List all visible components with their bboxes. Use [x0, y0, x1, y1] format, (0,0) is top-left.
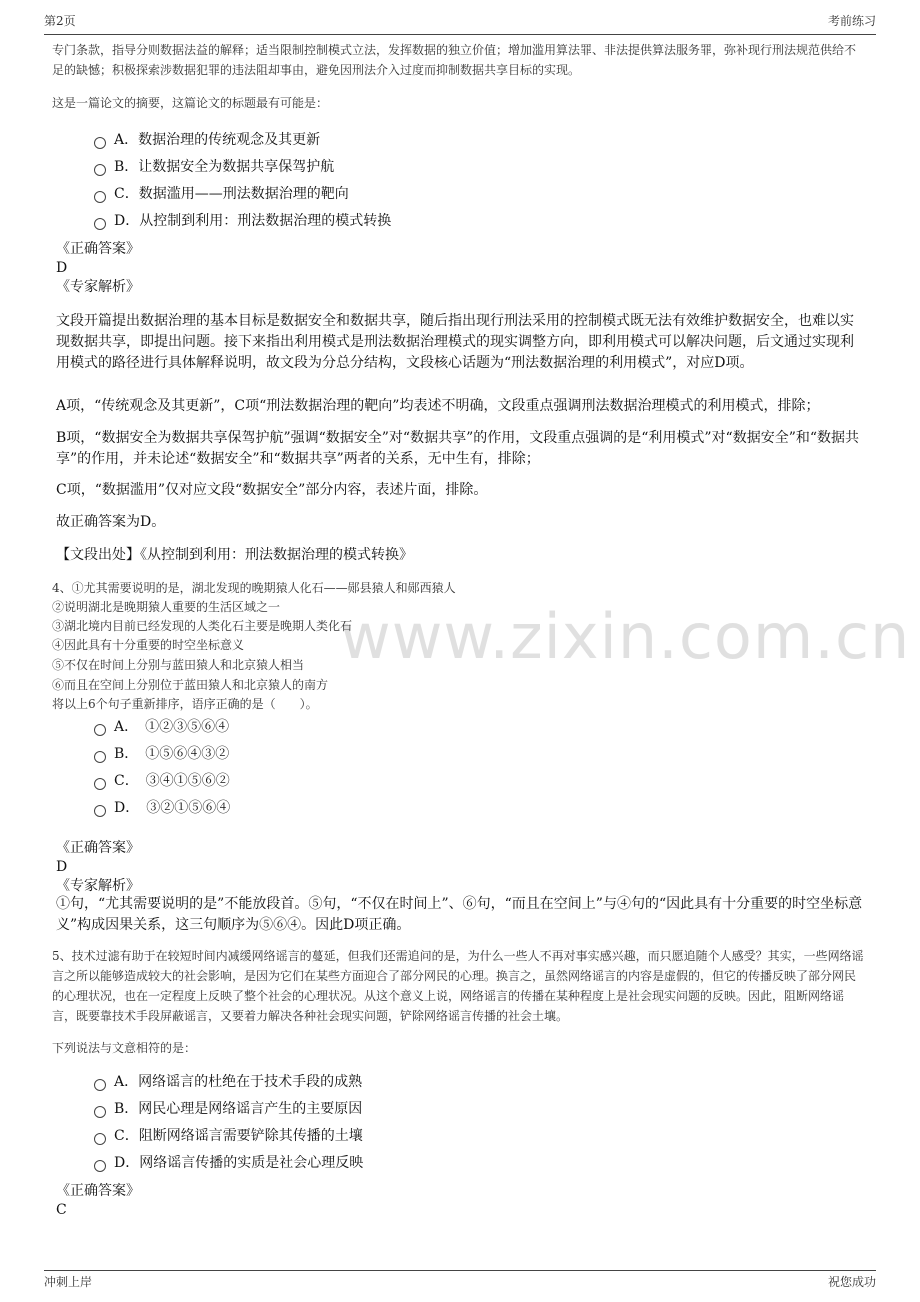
- radio-icon[interactable]: [94, 1106, 106, 1118]
- q3-option-d[interactable]: D．从控制到利用：刑法数据治理的模式转换: [94, 211, 391, 231]
- q3-answer: D: [56, 260, 68, 276]
- q5-option-b[interactable]: B．网民心理是网络谣言产生的主要原因: [94, 1099, 362, 1119]
- q5-answer-label: 《正确答案》: [56, 1183, 140, 1199]
- q5-option-a[interactable]: A．网络谣言的杜绝在于技术手段的成熟: [94, 1072, 362, 1092]
- q4-analysis-label: 《专家解析》: [56, 878, 140, 894]
- q4-sentence-4: ④因此具有十分重要的时空坐标意义: [52, 638, 245, 652]
- q4-sentence-1: 4、①尤其需要说明的是，湖北发现的晚期猿人化石——郧县猿人和郧西猿人: [52, 581, 456, 595]
- q4-sentence-2: ②说明湖北是晚期猿人重要的生活区域之一: [52, 600, 281, 614]
- q3-analysis-para-5: 故正确答案为D。: [56, 514, 166, 530]
- radio-icon[interactable]: [94, 751, 106, 763]
- q4-answer-label: 《正确答案》: [56, 840, 140, 856]
- q4-prompt: 将以上6个句子重新排序，语序正确的是（ ）。: [52, 697, 318, 711]
- radio-icon[interactable]: [94, 1079, 106, 1091]
- q4-sentence-6: ⑥而且在空间上分别位于蓝田猿人和北京猿人的南方: [52, 678, 329, 692]
- q3-option-c[interactable]: C．数据滥用——刑法数据治理的靶向: [94, 184, 349, 204]
- radio-icon[interactable]: [94, 218, 106, 230]
- q3-analysis-para-2: A项，“传统观念及其更新”，C项“刑法数据治理的靶向”均表述不明确，文段重点强调刑法数据治理模式的利用模式，排除；: [56, 398, 820, 414]
- footer-left: 冲刺上岸: [44, 1275, 93, 1289]
- q3-option-b[interactable]: B．让数据安全为数据共享保驾护航: [94, 157, 334, 177]
- q4-option-a[interactable]: A． ①②③⑤⑥④: [94, 717, 229, 737]
- q5-prompt: 下列说法与文意相符的是：: [52, 1041, 197, 1055]
- q4-option-b[interactable]: B． ①⑤⑥④③②: [94, 744, 229, 764]
- q3-analysis-para-1: 文段开篇提出数据治理的基本目标是数据安全和数据共享，随后指出现行刑法采用的控制模式既无法有效维护数据安全，也难以实现数据共享，即提出问题。接下来指出利用模式是刑法数据治理模式的现实调整方向，即利用模式可以解决问题，后文通过实现利用模式的路径进行具体解释说明，故文段为分总分结构，文段核心话题为“刑法数据治理的利用模式”，对应D项。: [56, 313, 854, 371]
- page-number: 第2页: [44, 14, 76, 28]
- q3-prompt: 这是一篇论文的摘要，这篇论文的标题最有可能是：: [52, 96, 329, 110]
- q3-passage-end: 专门条款，指导分则数据法益的解释；适当限制控制模式立法，发挥数据的独立价值；增加滥用算法罪、非法提供算法服务罪，弥补现行刑法规范供给不足的缺憾；积极探索涉数据犯罪的违法阻却事由，避免因刑法介入过度而抑制数据共享目标的实现。: [52, 43, 857, 77]
- page-header: [44, 12, 876, 35]
- radio-icon[interactable]: [94, 724, 106, 736]
- radio-icon[interactable]: [94, 1160, 106, 1172]
- radio-icon[interactable]: [94, 1133, 106, 1145]
- q3-analysis-para-3: B项，“数据安全为数据共享保驾护航”强调“数据安全”对“数据共享”的作用，文段重点强调的是“利用模式”对“数据安全”和“数据共享”的作用，并未论述“数据安全”和“数据共享”两者的关系，无中生有，排除；: [56, 430, 860, 467]
- q5-option-d[interactable]: D．网络谣言传播的实质是社会心理反映: [94, 1153, 363, 1173]
- radio-icon[interactable]: [94, 191, 106, 203]
- q5-answer: C: [56, 1202, 67, 1218]
- q4-answer: D: [56, 859, 68, 875]
- q5-option-c[interactable]: C．阻断网络谣言需要铲除其传播的土壤: [94, 1126, 363, 1146]
- q3-source: 【文段出处】《从控制到利用：刑法数据治理的模式转换》: [56, 547, 413, 563]
- q4-sentence-5: ⑤不仅在时间上分别与蓝田猿人和北京猿人相当: [52, 658, 305, 672]
- q4-analysis: ①句，“尤其需要说明的是”不能放段首。⑤句，“不仅在时间上”、⑥句，“而且在空间上”与④句的“因此具有十分重要的时空坐标意义”构成因果关系，这三句顺序为⑤⑥④。因此D项正确。: [56, 896, 863, 933]
- watermark: www.zixin.com.cn: [340, 600, 911, 673]
- q3-analysis-label: 《专家解析》: [56, 279, 140, 295]
- radio-icon[interactable]: [94, 164, 106, 176]
- q3-answer-label: 《正确答案》: [56, 241, 140, 257]
- footer-right: 祝您成功: [827, 1275, 876, 1289]
- q5-passage: 5、技术过滤有助于在较短时间内减缓网络谣言的蔓延，但我们还需追问的是，为什么一些人不再对事实感兴趣，而只愿追随个人感受？其实，一些网络谣言之所以能够造成较大的社会影响，是因为它们在某些方面迎合了部分网民的心理。换言之，虽然网络谣言的内容是虚假的，但它的传播反映了部分网民的心理状况，也在一定程度上反映了整个社会的心理状况。从这个意义上说，网络谣言的传播在某种程度上是社会现实问题的反映。因此，阻断网络谣言，既要靠技术手段屏蔽谣言，又要着力解决各种社会现实问题，铲除网络谣言传播的社会土壤。: [52, 949, 864, 1023]
- header-title: 考前练习: [827, 14, 876, 28]
- q4-sentence-3: ③湖北境内目前已经发现的人类化石主要是晚期人类化石: [52, 619, 353, 633]
- page-footer: [44, 1270, 876, 1293]
- q4-option-d[interactable]: D． ③②①⑤⑥④: [94, 798, 230, 818]
- radio-icon[interactable]: [94, 778, 106, 790]
- radio-icon[interactable]: [94, 805, 106, 817]
- radio-icon[interactable]: [94, 137, 106, 149]
- q3-analysis-para-4: C项，“数据滥用”仅对应文段“数据安全”部分内容，表述片面，排除。: [56, 482, 488, 498]
- q3-option-a[interactable]: A．数据治理的传统观念及其更新: [94, 130, 320, 150]
- q4-option-c[interactable]: C． ③④①⑤⑥②: [94, 771, 230, 791]
